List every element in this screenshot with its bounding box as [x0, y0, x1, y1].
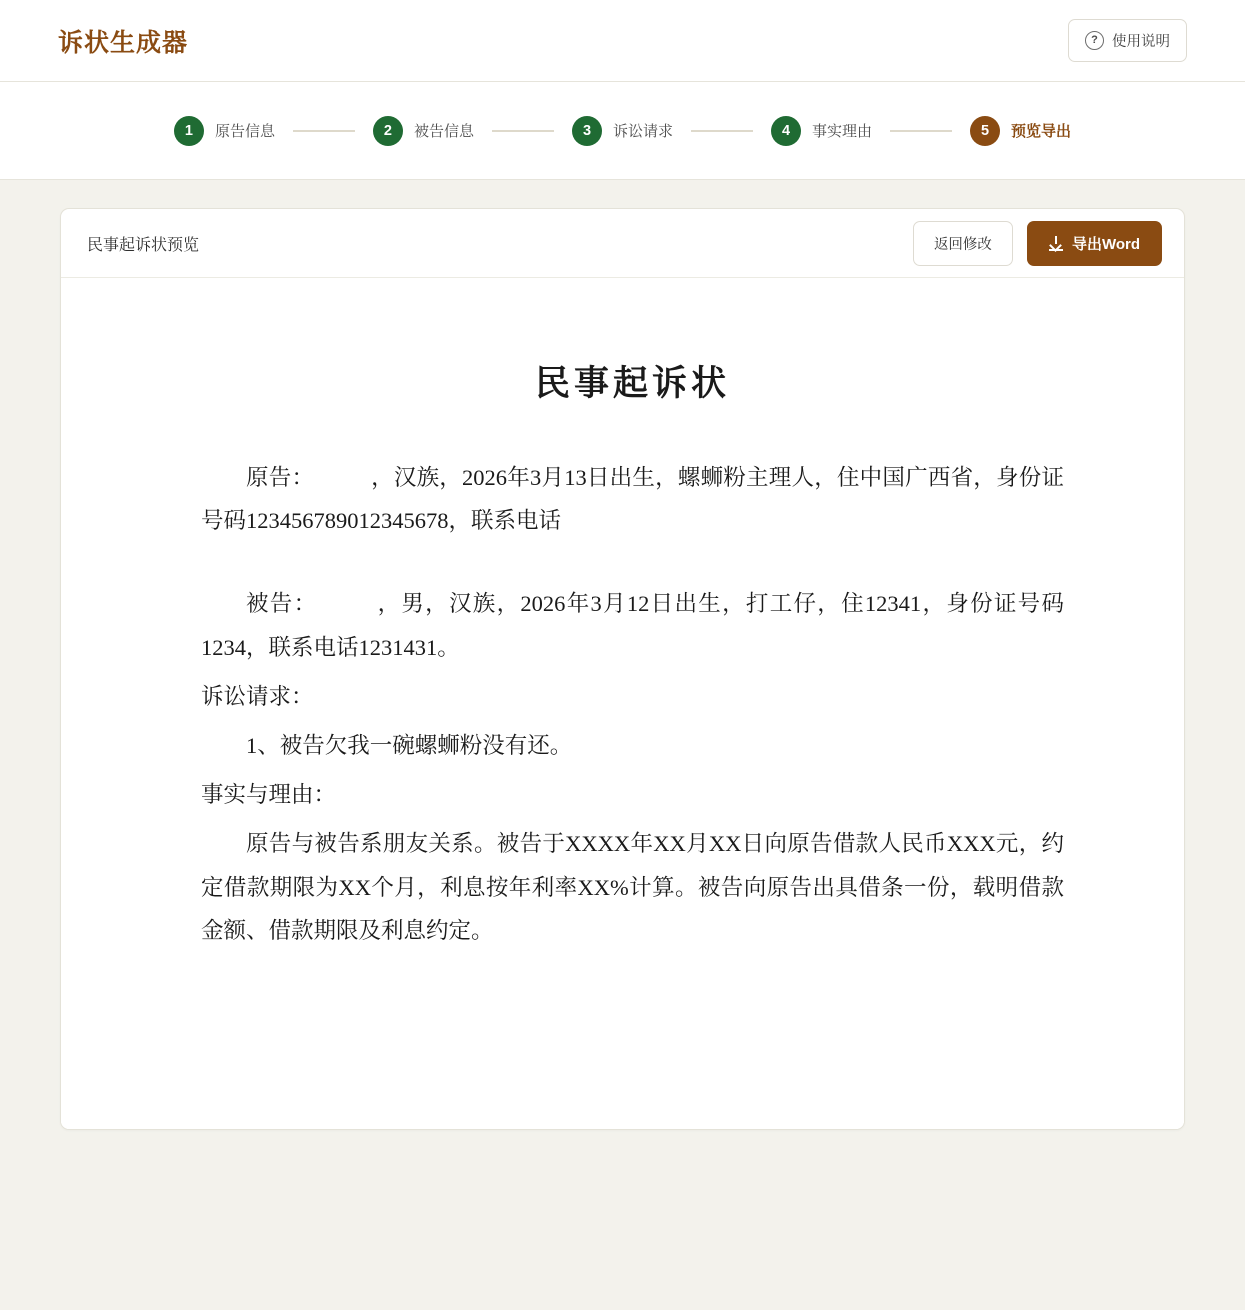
paragraph-spacer	[201, 548, 1064, 582]
step-preview-export[interactable]	[970, 116, 1071, 146]
export-word-label: 导出Word	[1071, 235, 1140, 253]
stepper	[174, 116, 1071, 146]
document-paragraph-plaintiff: 原告： ，汉族，2026年3月13日出生，螺蛳粉主理人，住中国广西省，身份证号码123456789012345678，联系电话	[201, 465, 1064, 534]
app-title: 诉状生成器	[58, 28, 189, 57]
help-button[interactable]	[1068, 19, 1187, 62]
step-label: 原告信息	[214, 123, 275, 140]
step-facts-reasons[interactable]	[771, 116, 872, 146]
export-word-button[interactable]	[1027, 221, 1162, 266]
app-header	[0, 0, 1245, 82]
step-label: 预览导出	[1011, 123, 1072, 140]
step-number: 1	[174, 116, 204, 146]
step-connector	[890, 130, 952, 132]
help-button-label: 使用说明	[1112, 34, 1170, 50]
preview-card-header	[61, 209, 1184, 278]
download-icon	[1049, 236, 1063, 250]
step-plaintiff-info[interactable]	[174, 116, 275, 146]
step-number: 4	[771, 116, 801, 146]
step-connector	[691, 130, 753, 132]
main-content	[0, 180, 1245, 1130]
document-heading-claims: 诉讼请求：	[201, 683, 314, 709]
document-title: 民事起诉状	[534, 364, 730, 403]
step-connector	[492, 130, 554, 132]
preview-card-actions	[913, 221, 1162, 266]
step-number: 3	[572, 116, 602, 146]
document-heading-facts: 事实与理由：	[201, 782, 337, 808]
document-paragraph-defendant: 被告： ，男，汉族，2026年3月12日出生，打工仔，住12341，身份证号码1234，联系电话1231431。	[201, 591, 1064, 660]
step-defendant-info[interactable]	[373, 116, 474, 146]
document-paragraph-facts: 原告与被告系朋友关系。被告于XXXX年XX月XX日向原告借款人民币XXX元，约定借款期限为XX个月，利息按年利率XX%计算。被告向原告出具借条一份，载明借款金额、借款期限及利息约定。	[201, 831, 1064, 943]
question-circle-icon: ?	[1085, 31, 1104, 50]
step-claims[interactable]	[572, 116, 673, 146]
step-connector	[293, 130, 355, 132]
document-claim-item-1: 1、被告欠我一碗螺蛳粉没有还。	[246, 732, 573, 758]
step-label: 事实理由	[812, 123, 873, 140]
step-label: 被告信息	[413, 123, 474, 140]
preview-card	[60, 208, 1185, 1130]
stepper-bar	[0, 82, 1245, 180]
back-to-edit-button[interactable]: 返回修改	[913, 221, 1013, 266]
step-label: 诉讼请求	[612, 123, 673, 140]
document-scroll-area[interactable]	[61, 278, 1184, 1129]
step-number: 5	[970, 116, 1000, 146]
step-number: 2	[373, 116, 403, 146]
document-body	[61, 278, 1184, 998]
preview-card-title: 民事起诉状预览	[87, 236, 200, 254]
